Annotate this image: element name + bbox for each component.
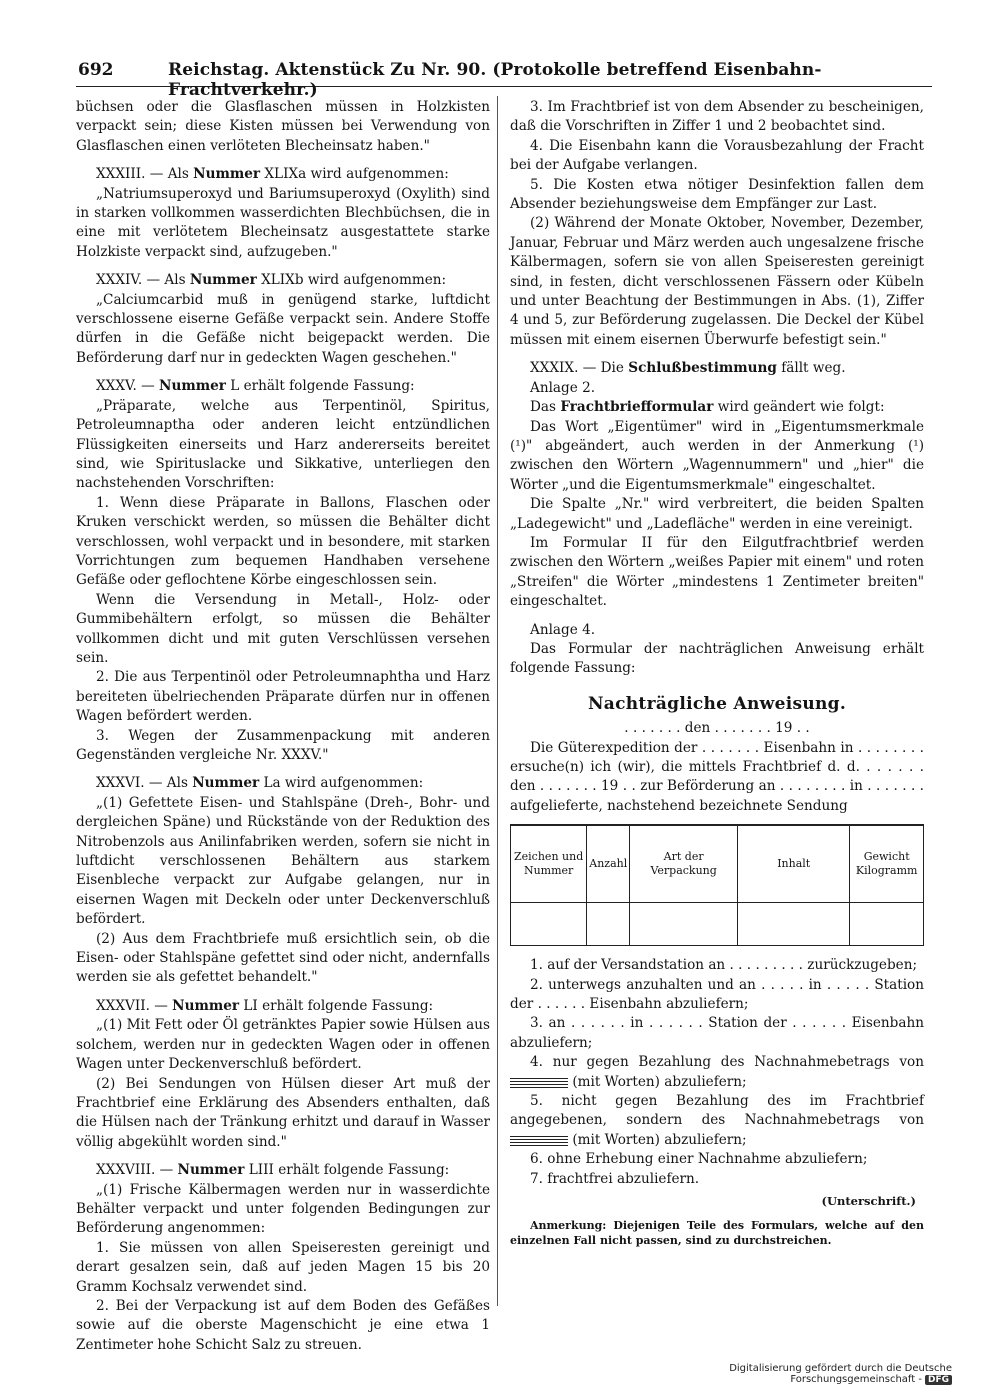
paragraph: 3. Wegen der Zusammenpackung mit anderen Gegenständen vergleiche Nr. XXXV."	[76, 727, 490, 763]
table-header: Zeichen und Nummer	[511, 825, 587, 903]
paragraph: „(1) Mit Fett oder Öl getränktes Papier sowie Hülsen aus solchem, werden nur in gedeckten Wagen oder in offenen Wagen unter Deckenverschluß befördert.	[76, 1017, 490, 1073]
hatched-amount-field	[510, 1077, 568, 1088]
dfg-logo: DFG	[925, 1375, 952, 1385]
table-cell	[587, 903, 630, 946]
table-header: Gewicht Kilogramm	[850, 825, 924, 903]
form-option: 3. an . . . . . . in . . . . . . Station der . . . . . . Eisenbahn abzuliefern;	[510, 1015, 924, 1051]
section-heading: XXXV. — Nummer L erhält folgende Fassung:	[96, 378, 415, 395]
section-heading: XXXVII. — Nummer LI erhält folgende Fassung:	[96, 997, 434, 1014]
paragraph: „Calciumcarbid muß in genügend starke, luftdicht verschlossene eiserne Gefäße verpackt sein. Andere Stoffe dürfen in die Gefäße nicht beigepackt werden. Die Beförderung darf nur in gedeckten Wagen geschehen."	[76, 291, 490, 366]
table-cell	[738, 903, 850, 946]
page-number: 692	[78, 60, 114, 80]
table-row	[511, 903, 924, 946]
paragraph: (2) Bei Sendungen von Hülsen dieser Art muß der Frachtbrief eine Erklärung des Absenders enthalten, daß die Hülsen nach der Tränkung erhitzt und darauf in Wasser völlig abgekühlt worden sind."	[76, 1075, 490, 1150]
section-heading: XXXIII. — Als Nummer XLIXa wird aufgenommen:	[96, 166, 449, 183]
paragraph: „Natriumsuperoxyd und Bariumsuperoxyd (Oxylith) sind in starken vollkommen wasserdichten Blechbüchsen, die in eine mit verlötetem Blecheinsatz ausgestattete starke Holzkiste verpackt sind, aufzugeben."	[76, 185, 490, 260]
paragraph: Das Wort „Eigentümer" wird in „Eigentumsmerkmale (¹)" abgeändert, auch werden in der Anmerkung (¹) zwischen den Wörtern „Wagennummern" und „hier" die Wörter „und die Eigentumsmerkmale" eingeschaltet.	[510, 418, 924, 493]
paragraph: 3. Im Frachtbrief ist von dem Absender zu bescheinigen, daß die Vorschriften in Ziffer 1 und 2 beobachtet sind.	[510, 99, 924, 135]
annex-label: Anlage 4.	[530, 621, 596, 638]
table-header: Art der Verpackung	[630, 825, 738, 903]
form-option: 4. nur gegen Bezahlung des Nachnahmebetrags von (mit Worten) abzuliefern;	[510, 1053, 924, 1092]
paragraph: „(1) Gefettete Eisen- und Stahlspäne (Dreh-, Bohr- und dergleichen Späne) und Rückstände von der Reduktion des Nitrobenzols aus Anilinfabriken werden, sofern sie nicht in luftdicht verschlossenen Behältern aus starkem Eisenbleche verpackt zur Aufgabe gelangen, nur in eisernen Wagen mit Deckeln oder unter Deckenverschluß befördert.	[76, 794, 490, 928]
paragraph: büchsen oder die Glasflaschen müssen in Holzkisten verpackt sein; diese Kisten müssen bei Verwendung von Glasflaschen einen verlöteten Blecheinsatz haben."	[76, 99, 490, 154]
paragraph: 5. Die Kosten etwa nötiger Desinfektion fallen dem Absender beziehungsweise dem Empfänger zur Last.	[510, 176, 924, 213]
paragraph: Im Formular II für den Eilgutfrachtbrief werden zwischen den Wörtern „weißes Papier mit einem" und roten „Streifen" die Wörter „mindestens 1 Zentimeter breiten" eingeschaltet.	[510, 534, 924, 610]
paragraph: (2) Aus dem Frachtbriefe muß ersichtlich sein, ob die Eisen- oder Stahlspäne gefettet sind oder nicht, andernfalls werden sie als gefettet behandelt."	[76, 930, 490, 986]
paragraph: 2. Die aus Terpentinöl oder Petroleumnaphtha und Harz bereiteten übelriechenden Präparate dürfen nur in offenen Wagen befördert werden.	[76, 669, 490, 725]
form-note: Anmerkung: Diejenigen Teile des Formulars, welche auf den einzelnen Fall nicht passen, sind zu durchstreichen.	[510, 1218, 924, 1247]
paragraph: 4. Die Eisenbahn kann die Vorausbezahlung der Fracht bei der Aufgabe verlangen.	[510, 137, 924, 174]
paragraph: (2) Während der Monate Oktober, November, Dezember, Januar, Februar und März werden auch ungesalzene frische Kälbermagen, sofern sie von allen Speiseresten gereinigt sind, in festen, dicht verschlossenen Fässern oder Kübeln und unter Beachtung der Bestimmungen in Abs. (1), Ziffer 4 und 5, zur Beförderung zugelassen. Die Deckel der Kübel müssen mit einem eisernen Überwurfe befestigt sein."	[510, 215, 924, 348]
table-cell	[511, 903, 587, 946]
form-title: Nachträgliche Anweisung.	[587, 693, 847, 714]
form-option: 2. unterwegs anzuhalten und an . . . . . in . . . . . Station der . . . . . . Eisenbahn abzuliefern;	[510, 976, 924, 1013]
section-heading: XXXIX. — Die Schlußbestimmung fällt weg.	[530, 360, 846, 377]
paragraph: „(1) Frische Kälbermagen werden nur in wasserdichte Behälter verpackt und unter folgenden Bedingungen zur Beförderung angenommen:	[76, 1181, 490, 1237]
running-title: Reichstag. Aktenstück Zu Nr. 90. (Protokolle betreffend Eisenbahn-Frachtverkehr.)	[168, 60, 822, 100]
paragraph: 2. Bei der Verpackung ist auf dem Boden des Gefäßes sowie auf die oberste Magenschicht je eine etwa 1 Zentimeter hohe Schicht Salz zu streuen.	[76, 1297, 490, 1353]
paragraph: Wenn die Versendung in Metall-, Holz- oder Gummibehältern erfolgt, so müssen die Behälter vollkommen dicht und mit guten Verschlüssen versehen sein.	[76, 591, 490, 666]
paragraph: Das Frachtbriefformular wird geändert wie folgt:	[530, 399, 885, 416]
footer-text: Digitalisierung gefördert durch die Deutsche Forschungsgemeinschaft -	[729, 1363, 952, 1385]
paragraph: „Präparate, welche aus Terpentinöl, Spiritus, Petroleumnaptha oder anderen leicht entzündlichen Flüssigkeiten einerseits und Harz andererseits bereitet sind, wie Spirituslacke und Sikkative, unterliegen den nachstehenden Vorschriften:	[76, 397, 490, 492]
section-heading: XXXVI. — Als Nummer La wird aufgenommen:	[96, 775, 424, 792]
paragraph: 1. Sie müssen von allen Speiseresten gereinigt und derart gesalzen sein, daß auf jeden Magen 15 bis 20 Gramm Kochsalz verwendet sind.	[76, 1239, 490, 1295]
table-cell	[630, 903, 738, 946]
page-header	[76, 56, 932, 100]
hatched-amount-field	[510, 1135, 568, 1146]
form-option: 6. ohne Erhebung einer Nachnahme abzuliefern;	[530, 1151, 868, 1168]
shipment-table	[510, 824, 924, 946]
form-option: 5. nicht gegen Bezahlung des im Frachtbrief angegebenen, sondern des Nachnahmebetrags von (mit Worten) abzuliefern;	[510, 1093, 924, 1148]
left-column	[76, 98, 490, 1355]
form-date-line: . . . . . . . den . . . . . . . 19 . .	[624, 720, 810, 737]
section-heading: XXXIV. — Als Nummer XLIXb wird aufgenommen:	[96, 272, 447, 289]
paragraph: 1. Wenn diese Präparate in Ballons, Flaschen oder Kruken verschickt werden, so müssen die Behälter dicht verschlossen, wohl verpackt und in besondere, mit starken Vorrichtungen zum bequemen Handhaben versehene Gefäße oder geflochtene Körbe eingeschlossen sein.	[76, 494, 490, 589]
signature-line: (Unterschrift.)	[821, 1194, 916, 1209]
table-header: Anzahl	[587, 825, 630, 903]
table-header: Inhalt	[738, 825, 850, 903]
form-option: 7. frachtfrei abzuliefern.	[530, 1170, 700, 1187]
paragraph: Das Formular der nachträglichen Anweisung erhält folgende Fassung:	[510, 640, 924, 677]
form-paragraph: Die Güterexpedition der . . . . . . . Eisenbahn in . . . . . . . . ersuche(n) ich (wir), die mittels Frachtbrief d. d. . . . . . . den . . . . . . . 19 . . zur Beförderung an . . . . . . . . in . . . . . . . aufgelieferte, nachstehend bezeichnete Sendung	[510, 739, 924, 814]
section-heading: XXXVIII. — Nummer LIII erhält folgende Fassung:	[96, 1162, 450, 1179]
digitization-footer	[622, 1363, 952, 1385]
table-cell	[850, 903, 924, 946]
column-divider	[497, 96, 498, 1306]
form-option: 1. auf der Versandstation an . . . . . . . . . zurückzugeben;	[530, 957, 918, 974]
paragraph: Die Spalte „Nr." wird verbreitert, die beiden Spalten „Ladegewicht" und „Ladefläche" werden in eine vereinigt.	[510, 496, 924, 532]
annex-label: Anlage 2.	[530, 379, 596, 396]
right-column	[510, 98, 924, 1248]
